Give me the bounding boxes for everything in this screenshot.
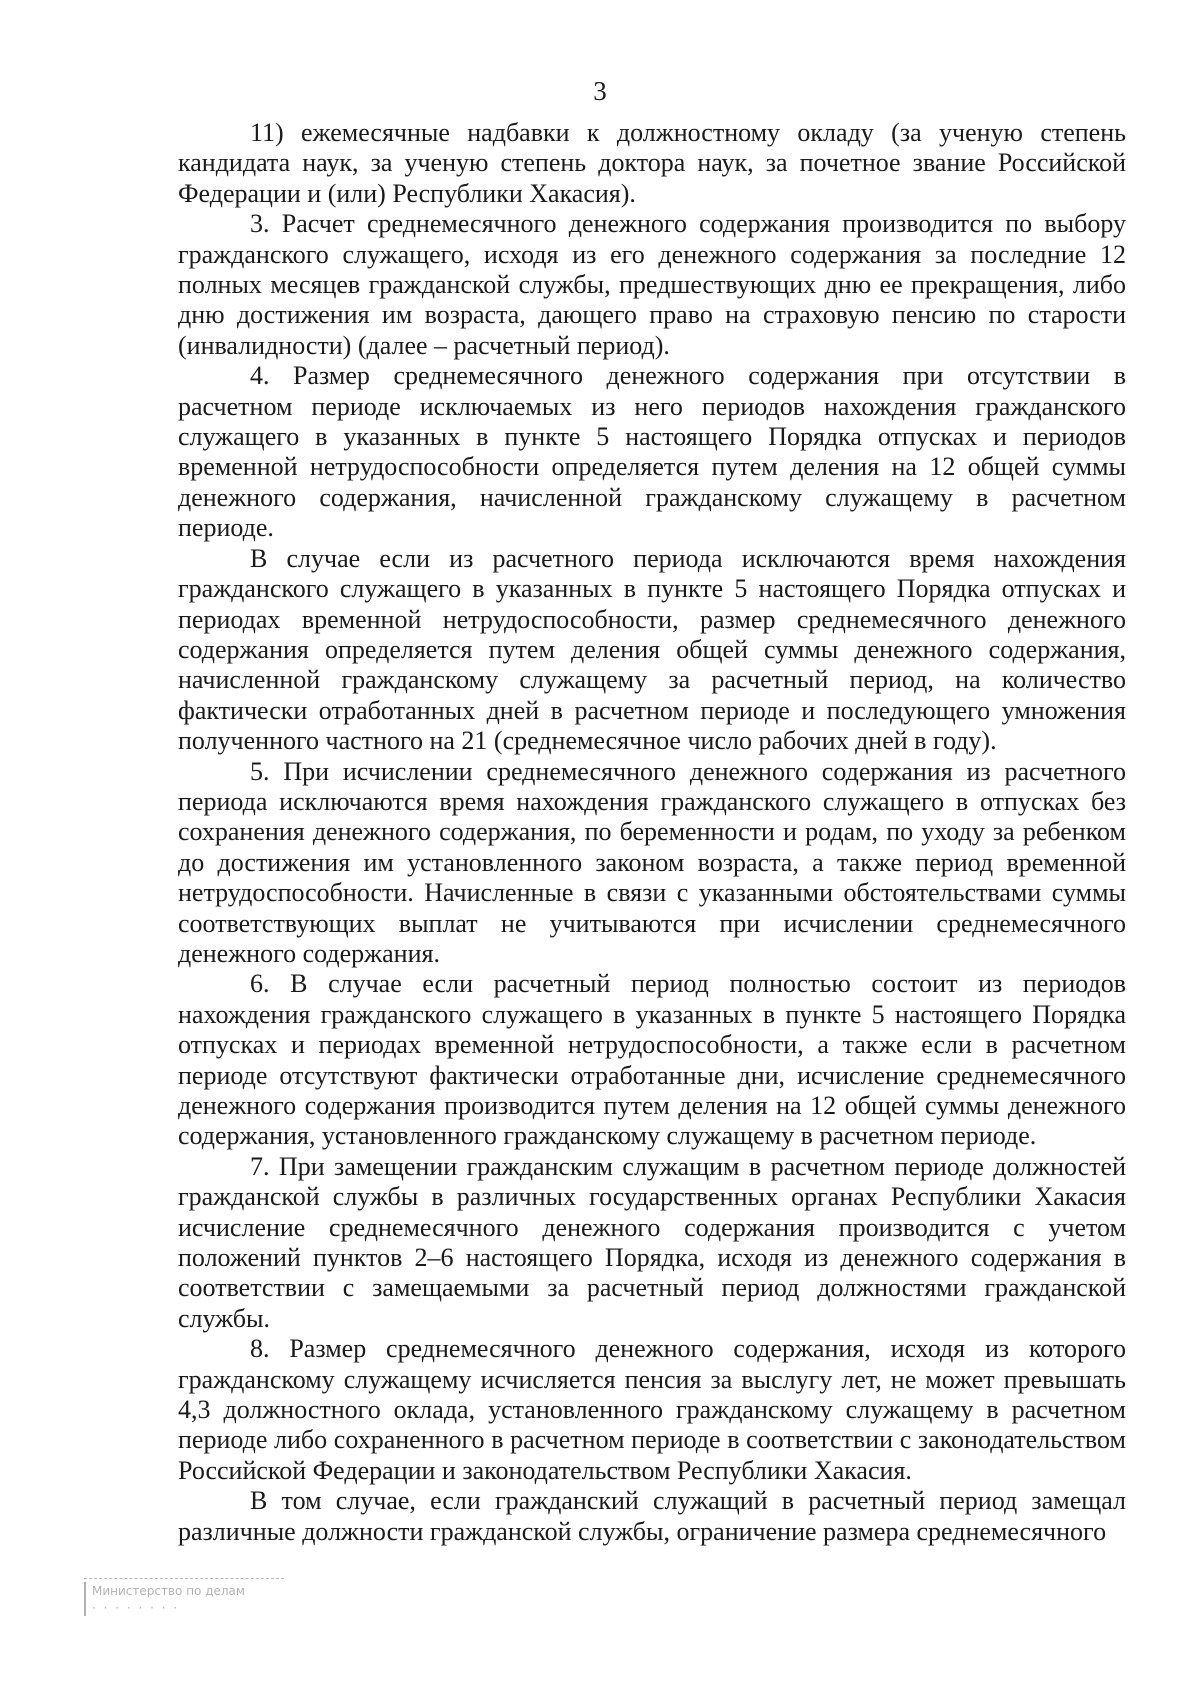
- registration-stamp: [84, 1578, 304, 1620]
- stamp-bar: [84, 1582, 86, 1616]
- paragraph-clause-3: 3. Расчет среднемесячного денежного содержания производится по выбору гражданского служащего, исходя из его денежного содержания за последние 12 полных месяцев гражданской службы, предшествующих дню ее прекращения, либо дню достижения им возраста, дающего право на страховую пенсию по старости (инвалидности) (далее – расчетный период).: [178, 209, 1126, 360]
- stamp-line-2: · · · · · · · ·: [92, 1601, 180, 1615]
- paragraph-clause-8-continued: В том случае, если гражданский служащий в расчетный период замещал различные должности гражданской службы, ограничение размера среднемесячного: [178, 1486, 1126, 1546]
- paragraph-clause-6: 6. В случае если расчетный период полностью состоит из периодов нахождения гражданского служащего в указанных в пункте 5 настоящего Порядка отпусках и периодах временной нетрудоспособности, а также если в расчетном периоде отсутствуют фактически отработанные дни, исчисление среднемесячного денежного содержания производится путем деления на 12 общей суммы денежного содержания, установленного гражданскому служащему в расчетном периоде.: [178, 969, 1126, 1151]
- document-body: [178, 118, 1126, 1547]
- paragraph-item-11: 11) ежемесячные надбавки к должностному окладу (за ученую степень кандидата наук, за ученую степень доктора наук, за почетное звание Российской Федерации и (или) Республики Хакасия).: [178, 118, 1126, 208]
- page-number: 3: [593, 76, 607, 106]
- paragraph-clause-8: 8. Размер среднемесячного денежного содержания, исходя из которого гражданскому служащему исчисляется пенсия за выслугу лет, не может превышать 4,3 должностного оклада, установленного гражданскому служащему в расчетном периоде либо сохраненного в расчетном периоде в соответствии с законодательством Российской Федерации и законодательством Республики Хакасия.: [178, 1334, 1126, 1485]
- paragraph-clause-7: 7. При замещении гражданским служащим в расчетном периоде должностей гражданской службы в различных государственных органах Республики Хакасия исчисление среднемесячного денежного содержания производится с учетом положений пунктов 2–6 настоящего Порядка, исходя из денежного содержания в соответствии с замещаемыми за расчетный период должностями гражданской службы.: [178, 1151, 1126, 1333]
- paragraph-clause-4: 4. Размер среднемесячного денежного содержания при отсутствии в расчетном периоде исключаемых из него периодов нахождения гражданского служащего в указанных в пункте 5 настоящего Порядка отпусках и периодов временной нетрудоспособности определяется путем деления на 12 общей суммы денежного содержания, начисленной гражданскому служащему в расчетном периоде.: [178, 361, 1126, 543]
- stamp-divider: [84, 1578, 284, 1579]
- paragraph-clause-5: 5. При исчислении среднемесячного денежного содержания из расчетного периода исключаются время нахождения гражданского служащего в отпусках без сохранения денежного содержания, по беременности и родам, по уходу за ребенком до достижения им установленного законом возраста, а также период временной нетрудоспособности. Начисленные в связи с указанными обстоятельствами суммы соответствующих выплат не учитываются при исчислении среднемесячного денежного содержания.: [178, 756, 1126, 968]
- paragraph-clause-4-continued: В случае если из расчетного периода исключаются время нахождения гражданского служащего в указанных в пункте 5 настоящего Порядка отпусках и периодах временной нетрудоспособности, размер среднемесячного денежного содержания определяется путем деления общей суммы денежного содержания, начисленной гражданскому служащему за расчетный период, на количество фактически отработанных дней в расчетном периоде и последующего умножения полученного частного на 21 (среднемесячное число рабочих дней в году).: [178, 543, 1126, 756]
- stamp-line-1: Министерство по делам: [92, 1584, 245, 1598]
